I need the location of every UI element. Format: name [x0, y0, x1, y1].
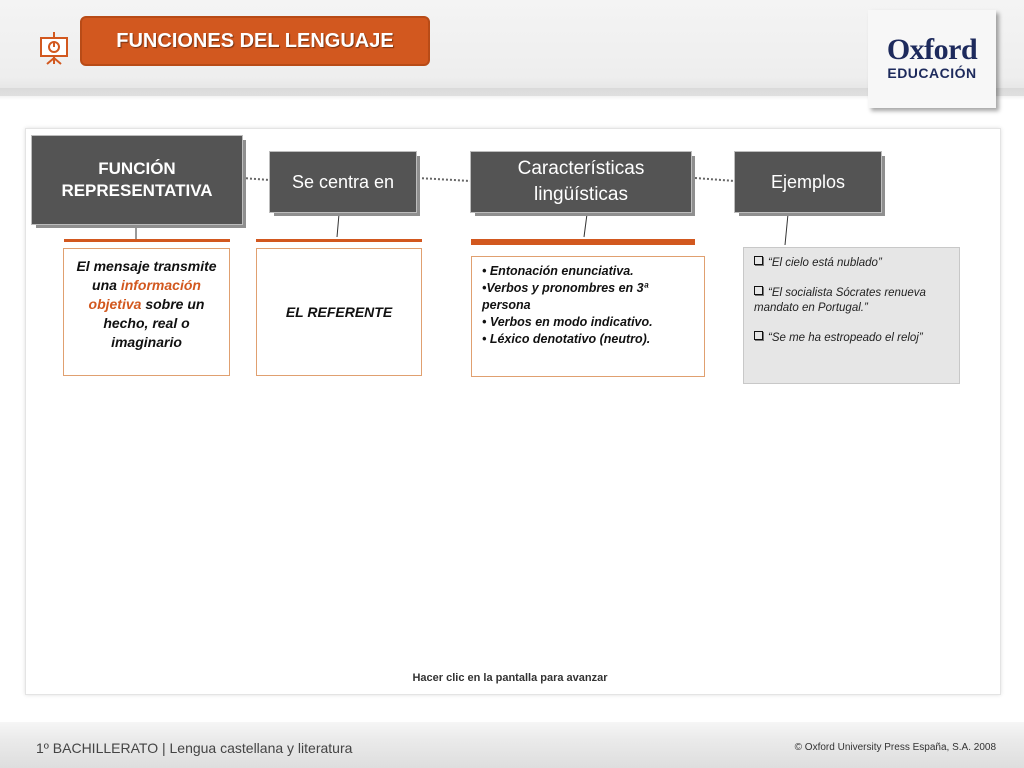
- example-item: [754, 286, 949, 316]
- slide-title: FUNCIONES DEL LENGUAJE: [80, 16, 430, 66]
- footer-copyright: © Oxford University Press España, S.A. 2008: [794, 742, 996, 753]
- definition-text: El mensaje transmite una: [76, 258, 217, 293]
- feature-item: • Entonación enunciativa.: [482, 264, 634, 278]
- example-text: “El socialista Sócrates renueva mandato en Portugal.”: [754, 287, 926, 314]
- focus-box: [256, 248, 422, 376]
- focus-text: EL REFERENTE: [285, 304, 393, 320]
- feature-item: •Verbos y pronombres en 3ª persona: [482, 281, 649, 312]
- logo-text-educacion: EDUCACIÓN: [887, 65, 977, 81]
- example-item: [754, 331, 949, 346]
- feature-item: • Léxico denotativo (neutro).: [482, 332, 651, 346]
- feature-item: • Verbos en modo indicativo.: [482, 315, 653, 329]
- oxford-logo: [868, 10, 996, 108]
- underline-bar: [64, 239, 230, 242]
- function-header: FUNCIÓN REPRESENTATIVA: [32, 136, 242, 224]
- presenter-icon: [38, 30, 70, 66]
- underline-bar: [471, 239, 695, 245]
- definition-highlight: información objetiva: [88, 277, 201, 312]
- logo-text-oxford: Oxford: [886, 33, 978, 66]
- underline-bar: [256, 239, 422, 242]
- advance-hint: Hacer clic en la pantalla para avanzar: [412, 672, 608, 684]
- example-text: “El cielo está nublado”: [768, 257, 882, 269]
- footer-course: 1º BACHILLERATO | Lengua castellana y literatura: [36, 740, 353, 756]
- focus-header: Se centra en: [270, 152, 416, 212]
- examples-header: Ejemplos: [735, 152, 881, 212]
- checkbox-icon: [754, 256, 763, 265]
- example-text: “Se me ha estropeado el reloj”: [768, 332, 923, 344]
- definition-text: sobre un hecho, real o imaginario: [103, 296, 205, 350]
- features-box: [471, 256, 705, 377]
- examples-box: [743, 247, 960, 384]
- checkbox-icon: [754, 286, 763, 295]
- example-item: [754, 256, 949, 271]
- checkbox-icon: [754, 331, 763, 340]
- definition-box: [63, 248, 230, 376]
- features-header: Características lingüísticas: [471, 152, 691, 212]
